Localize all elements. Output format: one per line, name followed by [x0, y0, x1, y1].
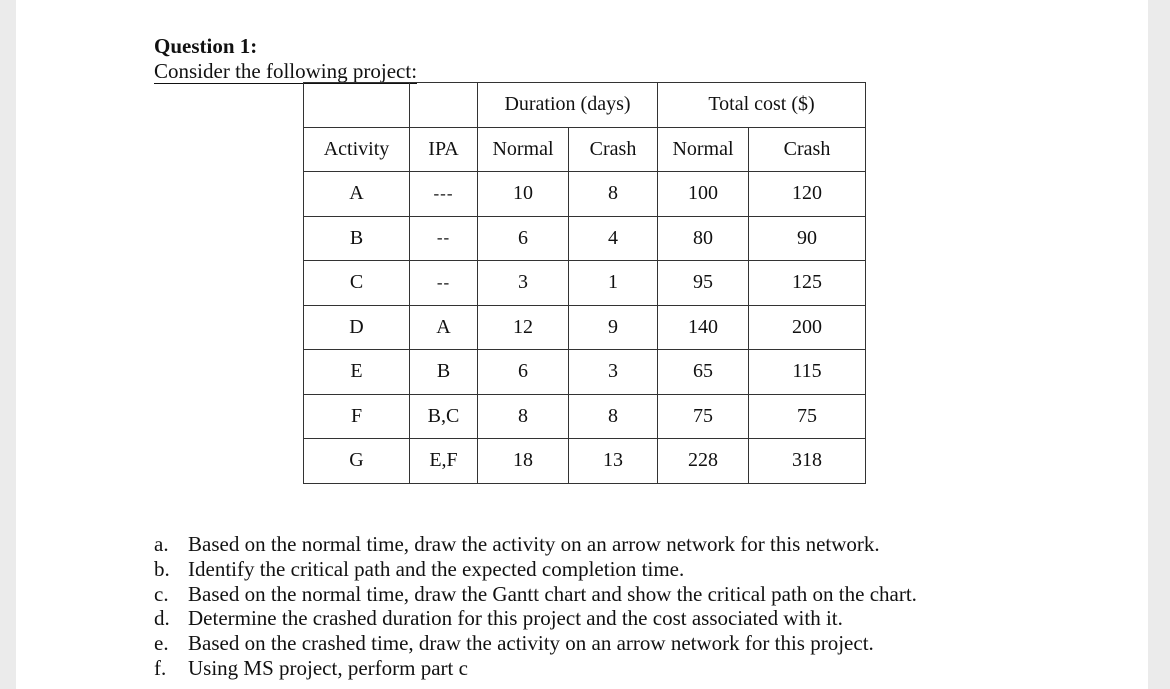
document-page [16, 0, 1148, 689]
table-cell: 100 [658, 172, 749, 217]
list-marker: a. [154, 532, 169, 556]
table-cell: 200 [749, 305, 866, 350]
table-cell: 1 [569, 261, 658, 306]
table-row [304, 394, 866, 439]
empty-header-cell [304, 83, 410, 128]
table-cell: -- [410, 261, 478, 306]
total-cost-group-header: Total cost ($) [658, 83, 866, 128]
table-cell: 10 [478, 172, 569, 217]
question-item [154, 656, 917, 681]
table-cell: 95 [658, 261, 749, 306]
question-item [154, 582, 917, 607]
table-cell: 3 [569, 350, 658, 395]
table-cell: 140 [658, 305, 749, 350]
table-cell: 13 [569, 439, 658, 484]
question-item [154, 557, 917, 582]
table-cell: 65 [658, 350, 749, 395]
empty-header-cell [410, 83, 478, 128]
table-group-header-row [304, 83, 866, 128]
table-cell: 120 [749, 172, 866, 217]
table-cell: 228 [658, 439, 749, 484]
question-text: Using MS project, perform part c [188, 655, 468, 680]
question-item [154, 532, 917, 557]
table-cell: E [304, 350, 410, 395]
table-cell: 8 [569, 172, 658, 217]
question-intro: Consider the following project: [154, 59, 418, 83]
table-row [304, 172, 866, 217]
table-cell: C [304, 261, 410, 306]
project-table [303, 82, 866, 484]
question-item [154, 631, 917, 656]
table-row [304, 261, 866, 306]
question-list [154, 532, 917, 681]
question-text: Based on the crashed time, draw the activity on an arrow network for this project. [188, 631, 874, 656]
table-row [304, 439, 866, 484]
table-cell: B,C [410, 394, 478, 439]
table-cell: -- [410, 216, 478, 261]
table-cell: D [304, 305, 410, 350]
column-header: Activity [304, 127, 410, 172]
table-cell: 18 [478, 439, 569, 484]
list-marker: c. [154, 581, 169, 606]
table-cell: 75 [658, 394, 749, 439]
question-text: Based on the normal time, draw the activity on an arrow network for this network. [188, 532, 880, 556]
table-cell: A [304, 172, 410, 217]
question-item [154, 606, 917, 631]
table-cell: 318 [749, 439, 866, 484]
table-row [304, 350, 866, 395]
table-row [304, 305, 866, 350]
table-cell: 80 [658, 216, 749, 261]
list-marker: d. [154, 606, 170, 631]
column-header: IPA [410, 127, 478, 172]
list-marker: b. [154, 556, 170, 581]
table-cell: 9 [569, 305, 658, 350]
question-heading: Question 1: [154, 34, 258, 58]
column-header: Normal [658, 127, 749, 172]
table-cell: E,F [410, 439, 478, 484]
column-header: Crash [749, 127, 866, 172]
column-header: Crash [569, 127, 658, 172]
table-cell: 90 [749, 216, 866, 261]
question-text: Identify the critical path and the expected completion time. [188, 556, 685, 581]
table-cell: A [410, 305, 478, 350]
table-cell: B [410, 350, 478, 395]
list-marker: f. [154, 655, 167, 680]
table-cell: 125 [749, 261, 866, 306]
table-column-header-row [304, 127, 866, 172]
table-cell: 75 [749, 394, 866, 439]
column-header: Normal [478, 127, 569, 172]
table-cell: 8 [478, 394, 569, 439]
question-text: Based on the normal time, draw the Gantt chart and show the critical path on the chart. [188, 581, 917, 606]
table-cell: 6 [478, 216, 569, 261]
table-cell: G [304, 439, 410, 484]
table-cell: 4 [569, 216, 658, 261]
table-cell: 8 [569, 394, 658, 439]
list-marker: e. [154, 631, 169, 656]
table-cell: 115 [749, 350, 866, 395]
table-cell: 12 [478, 305, 569, 350]
table-cell: B [304, 216, 410, 261]
table-row [304, 216, 866, 261]
table-cell: --- [410, 172, 478, 217]
table-cell: 3 [478, 261, 569, 306]
duration-group-header: Duration (days) [478, 83, 658, 128]
table-cell: F [304, 394, 410, 439]
table-cell: 6 [478, 350, 569, 395]
question-text: Determine the crashed duration for this project and the cost associated with it. [188, 606, 843, 631]
